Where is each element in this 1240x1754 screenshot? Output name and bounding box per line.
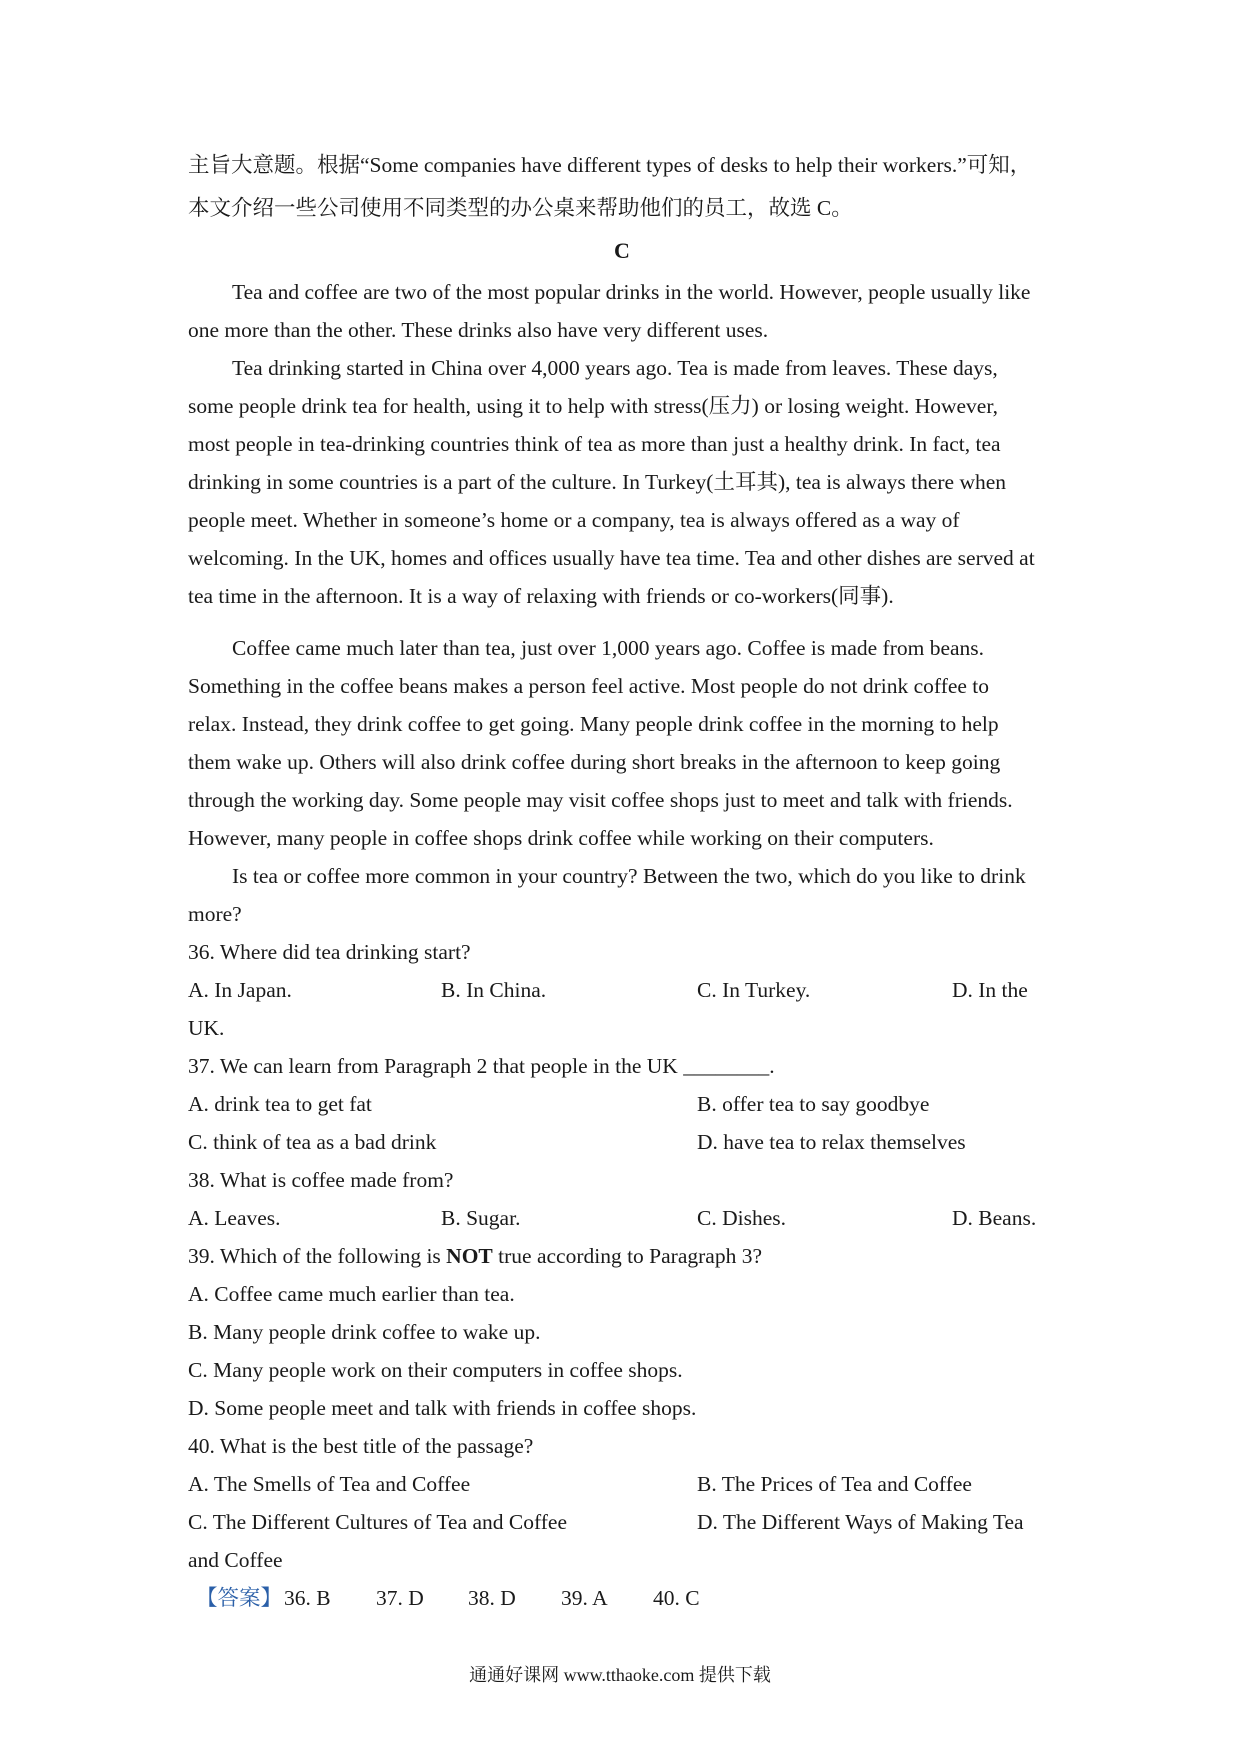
passage-p3-line: Coffee came much later than tea, just over 1,000 years ago. Coffee is made from beans. [232,636,985,660]
answer-key-label: 【答案】 [196,1586,283,1610]
question-39-option-d: D. Some people meet and talk with friends in coffee shops. [188,1396,697,1420]
passage-p3-line: Something in the coffee beans makes a person feel active. Most people do not drink coffee to [188,674,990,698]
question-39-stem-pre: 39. Which of the following is [188,1244,447,1268]
section-heading: C [614,238,630,263]
passage-p2-line: welcoming. In the UK, homes and offices usually have tea time. Tea and other dishes are served at [188,546,1035,570]
explanation-line-1: 主旨大意题。根据“Some companies have different types of desks to help their workers.”可知， [188,153,1032,177]
question-39-stem-post: true according to Paragraph 3? [492,1244,762,1268]
question-38-option-c: C. Dishes. [697,1206,786,1230]
question-38-option-d: D. Beans. [952,1206,1037,1230]
answer-38: 38. D [468,1586,516,1610]
answer-37: 37. D [376,1586,424,1610]
question-37-stem: 37. We can learn from Paragraph 2 that people in the UK ________. [188,1054,775,1078]
passage-p3-line: them wake up. Others will also drink coffee during short breaks in the afternoon to keep going [188,750,1001,774]
page-footer: 通通好课网 www.tthaoke.com 提供下载 [469,1665,771,1685]
question-37-option-a: A. drink tea to get fat [188,1092,372,1116]
passage-p3-line: However, many people in coffee shops drink coffee while working on their computers. [188,826,934,850]
question-40-option-a: A. The Smells of Tea and Coffee [188,1472,471,1496]
passage-p3-line: relax. Instead, they drink coffee to get going. Many people drink coffee in the morning to help [188,712,999,736]
passage-p3-line: through the working day. Some people may visit coffee shops just to meet and talk with friends. [188,788,1013,812]
question-39-stem-emphasis: NOT [446,1244,493,1268]
passage-p2-line: drinking in some countries is a part of the culture. In Turkey(土耳其), tea is always there when [188,470,1007,494]
question-36-option-d-wrap: UK. [188,1016,225,1040]
question-39-option-b: B. Many people drink coffee to wake up. [188,1320,541,1344]
answer-40: 40. C [653,1586,700,1610]
question-36-option-b: B. In China. [441,978,547,1002]
passage-p4-line: Is tea or coffee more common in your country? Between the two, which do you like to drink [232,864,1026,888]
question-38-option-a: A. Leaves. [188,1206,281,1230]
question-36-option-a: A. In Japan. [188,978,292,1002]
question-36-stem: 36. Where did tea drinking start? [188,940,471,964]
passage-p2-line: most people in tea-drinking countries think of tea as more than just a healthy drink. In fact, tea [188,432,1001,456]
passage-p1-line: Tea and coffee are two of the most popular drinks in the world. However, people usually like [232,280,1031,304]
passage-p1-line: one more than the other. These drinks also have very different uses. [188,318,769,342]
question-40-option-d: D. The Different Ways of Making Tea [697,1510,1024,1534]
question-36-option-d: D. In the [952,978,1028,1002]
question-38-stem: 38. What is coffee made from? [188,1168,454,1192]
answer-36: 36. B [284,1586,331,1610]
passage-p2-line: people meet. Whether in someone’s home or a company, tea is always offered as a way of [188,508,960,532]
passage-p4-line: more? [188,902,242,926]
question-37-option-d: D. have tea to relax themselves [697,1130,966,1154]
question-37-option-c: C. think of tea as a bad drink [188,1130,437,1154]
question-40-option-b: B. The Prices of Tea and Coffee [697,1472,972,1496]
question-40-option-d-wrap: and Coffee [188,1548,283,1572]
question-38-option-b: B. Sugar. [441,1206,521,1230]
question-37-option-b: B. offer tea to say goodbye [697,1092,930,1116]
passage-p2-line: some people drink tea for health, using it to help with stress(压力) or losing weight. However, [188,394,999,418]
explanation-line-2: 本文介绍一些公司使用不同类型的办公桌来帮助他们的员工，故选 C。 [188,196,853,220]
answer-39: 39. A [561,1586,608,1610]
question-39-option-c: C. Many people work on their computers in coffee shops. [188,1358,683,1382]
question-40-option-c: C. The Different Cultures of Tea and Coffee [188,1510,568,1534]
passage-p2-line: Tea drinking started in China over 4,000 years ago. Tea is made from leaves. These days, [232,356,998,380]
question-36-option-c: C. In Turkey. [697,978,811,1002]
answer-key [196,1583,796,1613]
question-39-option-a: A. Coffee came much earlier than tea. [188,1282,515,1306]
passage-p2-line: tea time in the afternoon. It is a way of relaxing with friends or co-workers(同事). [188,584,894,608]
question-39-stem [188,1241,762,1271]
question-40-stem: 40. What is the best title of the passage? [188,1434,534,1458]
